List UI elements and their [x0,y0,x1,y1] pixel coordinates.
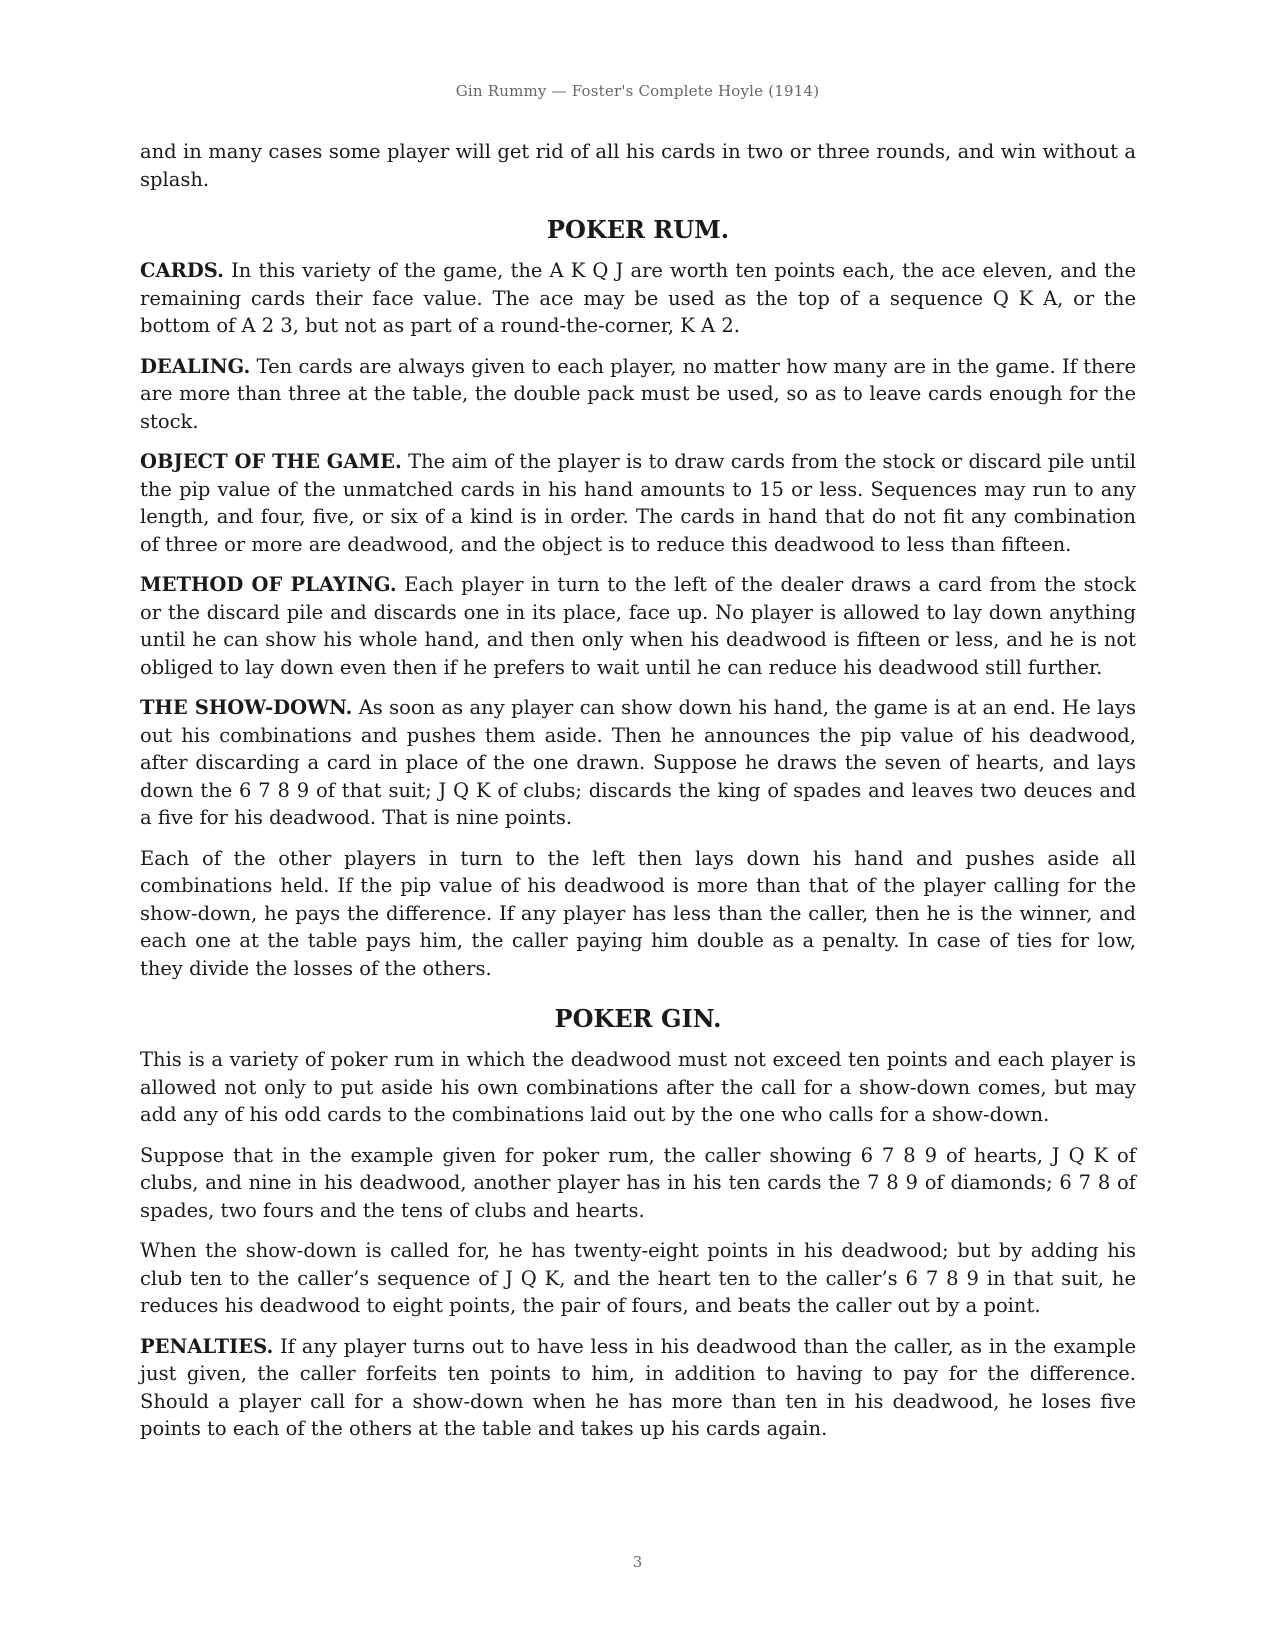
paragraph-others: Each of the other players in turn to the left then lays down his hand and pushes aside all combinations held. If the pip value of his deadwood is more than that of the player calling for the show-down, he pays the difference. If any player has less than the caller, then he is the winner, and each one at the table pays him, the caller paying him double as a penalty. In case of ties for low, they divide the losses of the others. [140,846,1136,980]
paragraph-text: As soon as any player can show down his hand, the game is at an end. He lays out his combinations and pushes them aside. Then he announces the pip value of his deadwood, after discarding a card in place of the one drawn. Suppose he draws the seven of hearts, and lays down the 6 7 8 9 of that suit; J Q K of clubs; discards the king of spades and leaves two deuces and a five for his deadwood. That is nine points. [140,696,1137,829]
paragraph-poker-gin-showdown: When the show-down is called for, he has twenty-eight points in his deadwood; but by adding his club ten to the caller’s sequence of J Q K, and the heart ten to the caller’s 6 7 8 9 in that suit, he reduces his deadwood to eight points, the pair of fours, and beats the caller out by a point. [140,1239,1136,1317]
paragraph-text: Ten cards are always given to each player, no matter how many are in the game. If there are more than three at the table, the double pack must be used, so as to leave cards enough for the stock. [140,354,1136,433]
paragraph-method [140,571,1136,681]
paragraph-text: If any player turns out to have less in his deadwood than the caller, as in the example just given, the caller forfeits ten points to him, in addition to having to pay for the difference. Should a player call for a show-down when he has more than ten in his deadwood, he loses five points to each of the others at the table and takes up his cards again. [140,1334,1136,1440]
page-content [140,138,1136,1456]
paragraph-cards [140,257,1136,340]
intro-paragraph: and in many cases some player will get rid of all his cards in two or three rounds, and win without a splash. [140,140,1136,191]
paragraph-label: DEALING. [140,354,251,378]
paragraph-poker-gin-example: Suppose that in the example given for poker rum, the caller showing 6 7 8 9 of hearts, J Q K of clubs, and nine in his deadwood, another player has in his ten cards the 7 8 9 of diamonds; 6 7 8 of spades, two fours and the tens of clubs and hearts. [140,1143,1136,1222]
section-heading-poker-rum: POKER RUM. [546,215,730,244]
paragraph-label: CARDS. [140,259,224,282]
paragraph-penalties [140,1333,1136,1443]
paragraph-label: THE SHOW-DOWN. [140,696,353,719]
page-number: 3 [632,1553,643,1571]
paragraph-showdown [140,694,1136,832]
paragraph-text: The aim of the player is to draw cards from the stock or discard pile until the pip value of the unmatched cards in his hand amounts to 15 or less. Sequences may run to any length, and four, five, or six of a kind is in order. The cards in hand that do not fit any combination of three or more are deadwood, and the object is to reduce this deadwood to less than fifteen. [140,450,1137,556]
paragraph-label: PENALTIES. [140,1334,274,1358]
paragraph-dealing [140,353,1136,436]
paragraph-text: Each player in turn to the left of the dealer draws a card from the stock or the discard pile and discards one in its place, face up. No player is allowed to lay down anything until he can show his whole hand, and then only when his deadwood is fifteen or less, and he is not obliged to lay down even then if he prefers to wait until he can reduce his deadwood still further. [140,573,1136,679]
section-heading-poker-gin: POKER GIN. [554,1004,722,1033]
paragraph-text: In this variety of the game, the A K Q J are worth ten points each, the ace eleven, and the remaining cards their face value. The ace may be used as the top of a sequence Q K A, or the bottom of A 2 3, but not as part of a round-the-corner, K A 2. [140,259,1136,337]
paragraph-poker-gin-intro: This is a variety of poker rum in which the deadwood must not exceed ten points and each player is allowed not only to put aside his own combinations after the call for a show-down comes, but may add any of his odd cards to the combinations laid out by the one who calls for a show-down. [140,1048,1136,1126]
paragraph-object [140,448,1136,558]
paragraph-label: OBJECT OF THE GAME. [140,450,402,473]
running-header: Gin Rummy — Foster's Complete Hoyle (1914) [455,82,820,100]
paragraph-label: METHOD OF PLAYING. [140,573,397,596]
